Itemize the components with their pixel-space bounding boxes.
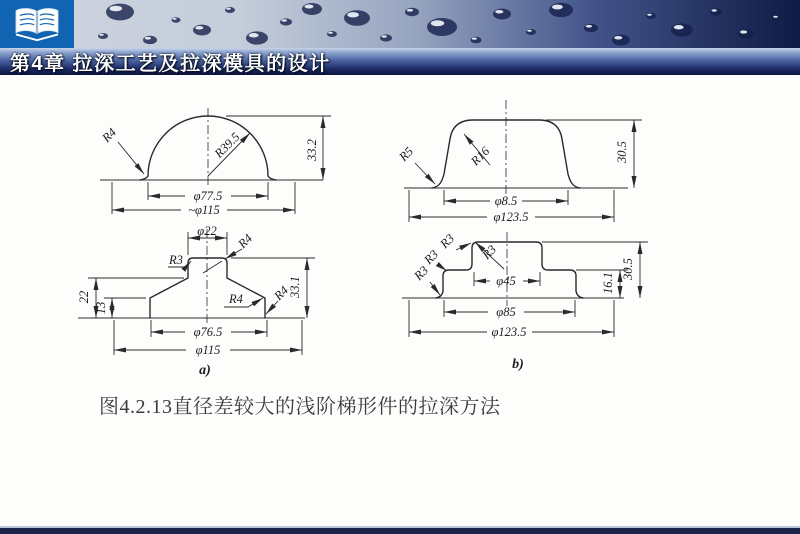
drawing-dome-part: [88, 92, 338, 227]
dim-dia-top: φ45: [496, 274, 516, 288]
dim-dia-flange: φ115: [195, 343, 221, 357]
water-droplets-icon: [0, 0, 800, 48]
dim-r4-base: R4: [271, 283, 292, 304]
slide-title-bar: [0, 48, 800, 75]
dim-dia-flange: ~φ115: [188, 203, 220, 217]
drawing-two-step-part: [392, 228, 654, 378]
dim-h22: 22: [77, 290, 91, 304]
dim-height: 33.2: [305, 139, 319, 161]
dim-r3: R3: [169, 253, 183, 267]
publisher-logo: [0, 0, 74, 48]
dim-r4: R4: [99, 125, 120, 146]
dim-dia-flange: φ123.5: [491, 325, 527, 339]
footer-bar: [0, 526, 800, 534]
part-outline: [100, 116, 323, 180]
open-book-logo-icon: [8, 4, 66, 44]
chapter-title: 第4章 拉深工艺及拉深模具的设计: [10, 53, 331, 75]
dim-dia-inner: φ77.5: [193, 189, 223, 203]
dim-r3-1: R3: [437, 231, 458, 252]
part-outline: [404, 120, 628, 188]
dim-dia-step: φ85: [496, 305, 516, 319]
header-droplet-banner: [0, 0, 800, 48]
dim-dia-top: φ22: [197, 224, 217, 238]
drawing-flat-dome-part: [394, 92, 648, 227]
subfigure-label-a: a): [199, 363, 211, 378]
subfigure-label-b: b): [512, 357, 524, 372]
dim-h-step: 16.1: [601, 272, 615, 294]
dim-r3-4: R3: [479, 242, 500, 263]
dim-h13: 13: [94, 301, 108, 315]
dim-height: 30.5: [621, 258, 635, 280]
dim-r4-top: R4: [235, 231, 256, 252]
dim-r5: R5: [396, 144, 417, 165]
dim-r3-3: R3: [411, 263, 432, 284]
dim-r16: R16: [468, 144, 493, 169]
figure-caption: 图4.2.13直径差较大的浅阶梯形件的拉深方法: [99, 396, 501, 418]
dim-height: 33.1: [288, 276, 302, 298]
dim-r3-2: R3: [421, 247, 442, 268]
dim-dia-flange: φ123.5: [493, 210, 529, 224]
dim-dia-step: φ76.5: [193, 325, 223, 339]
dim-r39-5: R39.5: [211, 129, 243, 161]
dim-r4-mid: R4: [229, 292, 243, 306]
dim-height: 30.5: [615, 141, 629, 163]
dim-dia-inner: φ8.5: [494, 194, 518, 208]
drawing-stepped-cone-part: [70, 224, 320, 382]
